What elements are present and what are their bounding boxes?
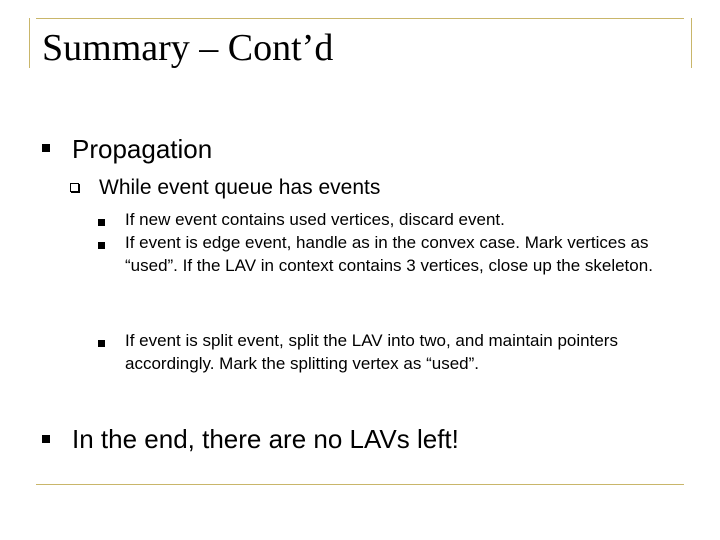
bullet-square-icon — [42, 144, 50, 152]
slide-title: Summary – Cont’d — [42, 27, 334, 69]
bullet-no-lavs-left: In the end, there are no LAVs left! — [72, 424, 459, 454]
title-right-rule — [691, 18, 692, 68]
bullet-square-icon — [98, 219, 105, 226]
footer-rule — [36, 484, 684, 485]
title-top-rule — [36, 18, 684, 19]
title-left-rule — [29, 18, 30, 68]
bullet-square-icon — [42, 435, 50, 443]
bullet-square-icon — [98, 242, 105, 249]
sub-sub-bullet-split-event: If event is split event, split the LAV into two, and maintain pointers accordingly. Mark the splitting vertex as “used”. — [125, 331, 618, 373]
hollow-square-bullet-icon — [70, 183, 79, 192]
bullet-propagation: Propagation — [72, 134, 213, 164]
sub-sub-bullet-edge-event: If event is edge event, handle as in the convex case. Mark vertices as “used”. If the LAV in context contains 3 vertices, close up the skeleton. — [125, 233, 653, 275]
sub-sub-bullet-discard-event: If new event contains used vertices, discard event. — [125, 210, 505, 229]
bullet-square-icon — [98, 340, 105, 347]
sub-bullet-while-event-queue: While event queue has events — [99, 176, 381, 199]
